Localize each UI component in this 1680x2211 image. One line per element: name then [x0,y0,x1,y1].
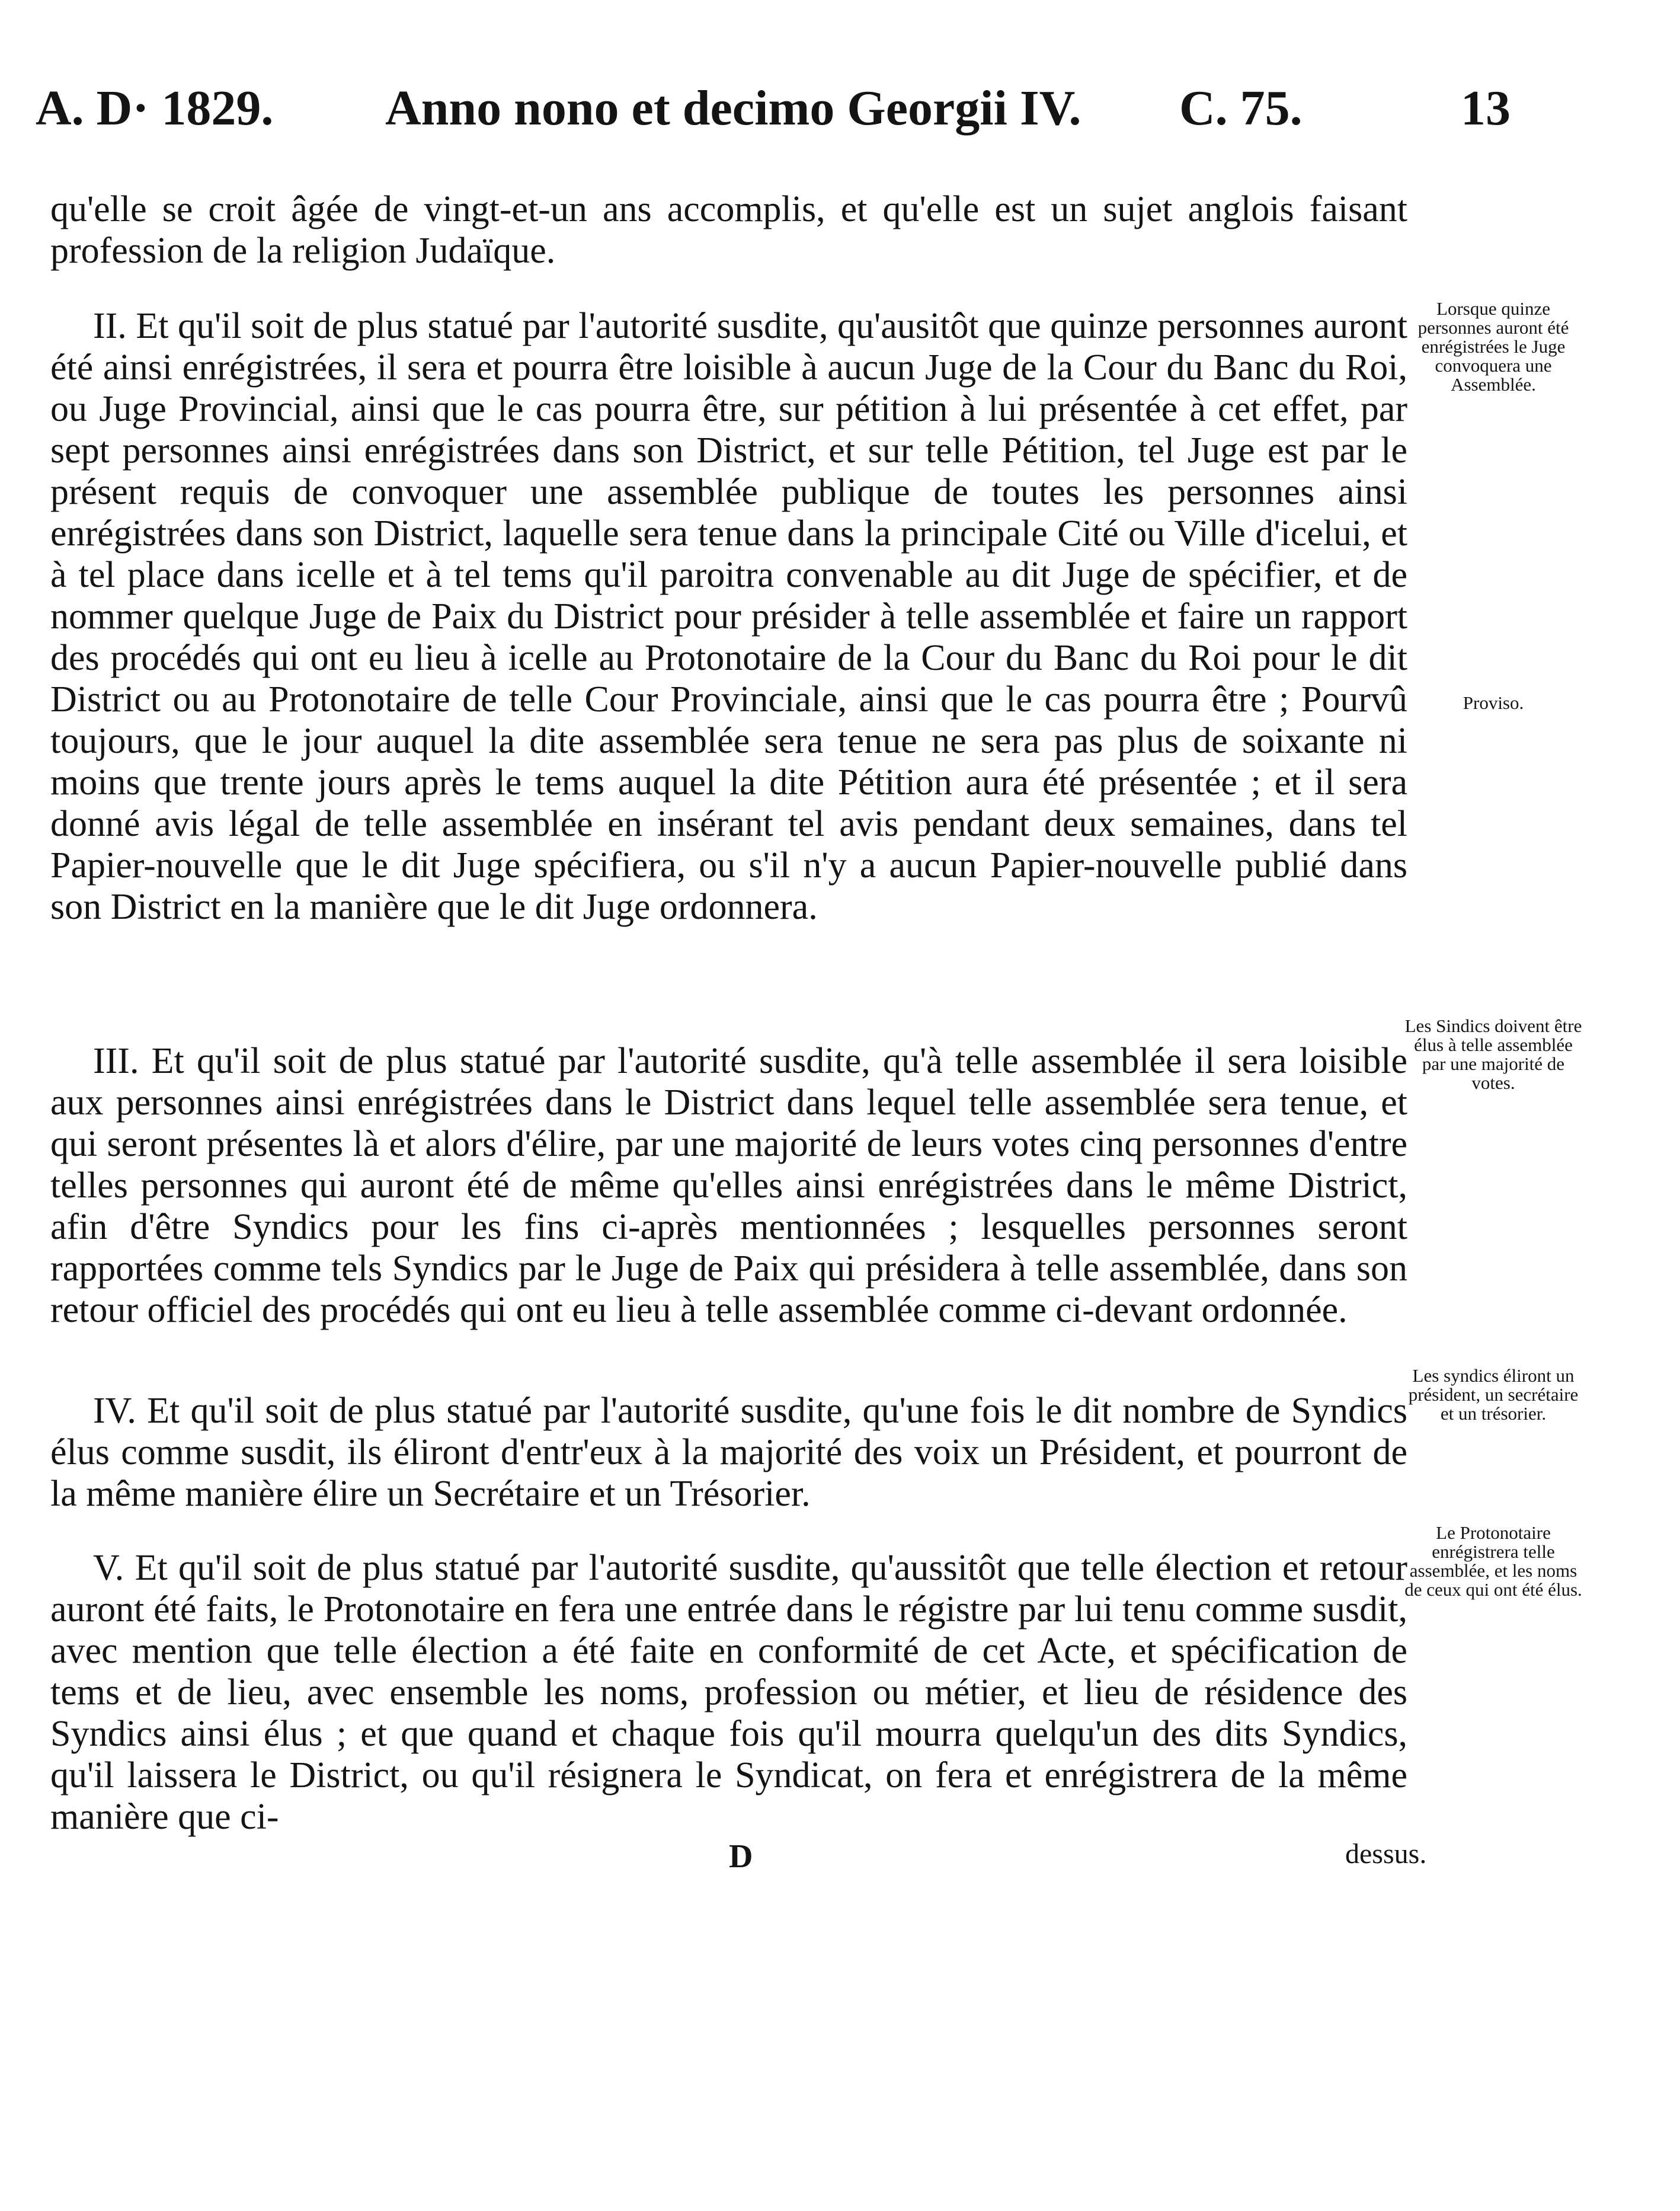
paragraph-section-4: IV. Et qu'il soit de plus statué par l'autorité susdite, qu'une fois le dit nombre de Syndics élus comme susdit, ils éliront d'entr'eux à la majorité des voix un Président, et pourront de la même manière élire un Secrétaire et un Trésorier. [50,1391,1407,1514]
page-number: 13 [1461,81,1511,136]
marginal-note-protonotary: Le Protonotaire enrégistrera telle assemblée, et les noms de ceux qui ont été élus. [1404,1522,1582,1600]
catchword: dessus. [1345,1838,1427,1870]
marginal-note-assembly: Lorsque quinze personnes auront été enrégistrées le Juge convoquera une Assemblée. [1417,298,1569,395]
marginal-note-president: Les syndics éliront un président, un secrétaire et un trésorier. [1408,1365,1579,1424]
paragraph-section-5: V. Et qu'il soit de plus statué par l'autorité susdite, qu'aussitôt que telle élection et retour auront été faits, le Protonotaire en fera une entrée dans le régistre par lui tenu comme susdit, avec mention que telle élection a été faite en conformité de cet Acte, et spécification de tems et de lieu, avec ensemble les noms, profession ou métier, et lieu de résidence des Syndics ainsi élus ; et que quand et chaque fois qu'il mourra quelqu'un des dits Syndics, qu'il laissera le District, ou qu'il résignera le Syndicat, on fera et enrégistrera de la même manière que ci- [50,1548,1407,1837]
signature-mark: D [729,1838,753,1875]
marginal-note-syndics-election: Les Sindics doivent être élus à telle assemblée par une majorité de votes. [1404,1015,1582,1093]
paragraph-continuation: qu'elle se croit âgée de vingt-et-un ans accomplis, et qu'elle est un sujet anglois faisant profession de la religion Judaïque. [50,189,1407,271]
header-title: Anno nono et decimo Georgii IV. [385,81,1081,136]
header-year: A. D· 1829. [36,81,274,136]
header-chapter: C. 75. [1179,81,1303,136]
running-header [36,70,1564,147]
paragraph-section-3: III. Et qu'il soit de plus statué par l'autorité susdite, qu'à telle assemblée il sera loisible aux personnes ainsi enrégistrées dans le District dans lequel telle assemblée sera tenue, et qui seront présentes là et alors d'élire, par une majorité de leurs votes cinq personnes d'entre telles personnes qui auront été de même qu'elles ainsi enrégistrées dans le même District, afin d'être Syndics pour les fins ci-après mentionnées ; lesquelles personnes seront rapportées comme tels Syndics par le Juge de Paix qui présidera à telle assemblée, dans son retour officiel des procédés qui ont eu lieu à telle assemblée comme ci-devant ordonnée. [50,1041,1407,1330]
marginal-note-proviso: Proviso. [1463,692,1524,713]
paragraph-section-2: II. Et qu'il soit de plus statué par l'autorité susdite, qu'ausitôt que quinze personnes auront été ainsi enrégistrées, il sera et pourra être loisible à aucun Juge de la Cour du Banc du Roi, ou Juge Provincial, ainsi que le cas pourra être, sur pétition à lui présentée à cet effet, par sept personnes ainsi enrégistrées dans son District, et sur telle Pétition, tel Juge est par le présent requis de convoquer une assemblée publique de toutes les personnes ainsi enrégistrées dans son District, laquelle sera tenue dans la principale Cité ou Ville d'icelui, et à tel place dans icelle et à tel tems qu'il paroitra convenable au dit Juge de spécifier, et de nommer quelque Juge de Paix du District pour présider à telle assemblée et faire un rapport des procédés qui ont eu lieu à icelle au Protonotaire de la Cour du Banc du Roi pour le dit District ou au Protonotaire de telle Cour Provinciale, ainsi que le cas pourra être ; Pourvû toujours, que le jour auquel la dite assemblée sera tenue ne sera pas plus de soixante ni moins que trente jours après le tems auquel la dite Pétition aura été présentée ; et il sera donné avis légal de telle assemblée en insérant tel avis pendant deux semaines, dans tel Papier-nouvelle que le dit Juge spécifiera, ou s'il n'y a aucun Papier-nouvelle publié dans son District en la manière que le dit Juge ordonnera. [50,306,1407,927]
